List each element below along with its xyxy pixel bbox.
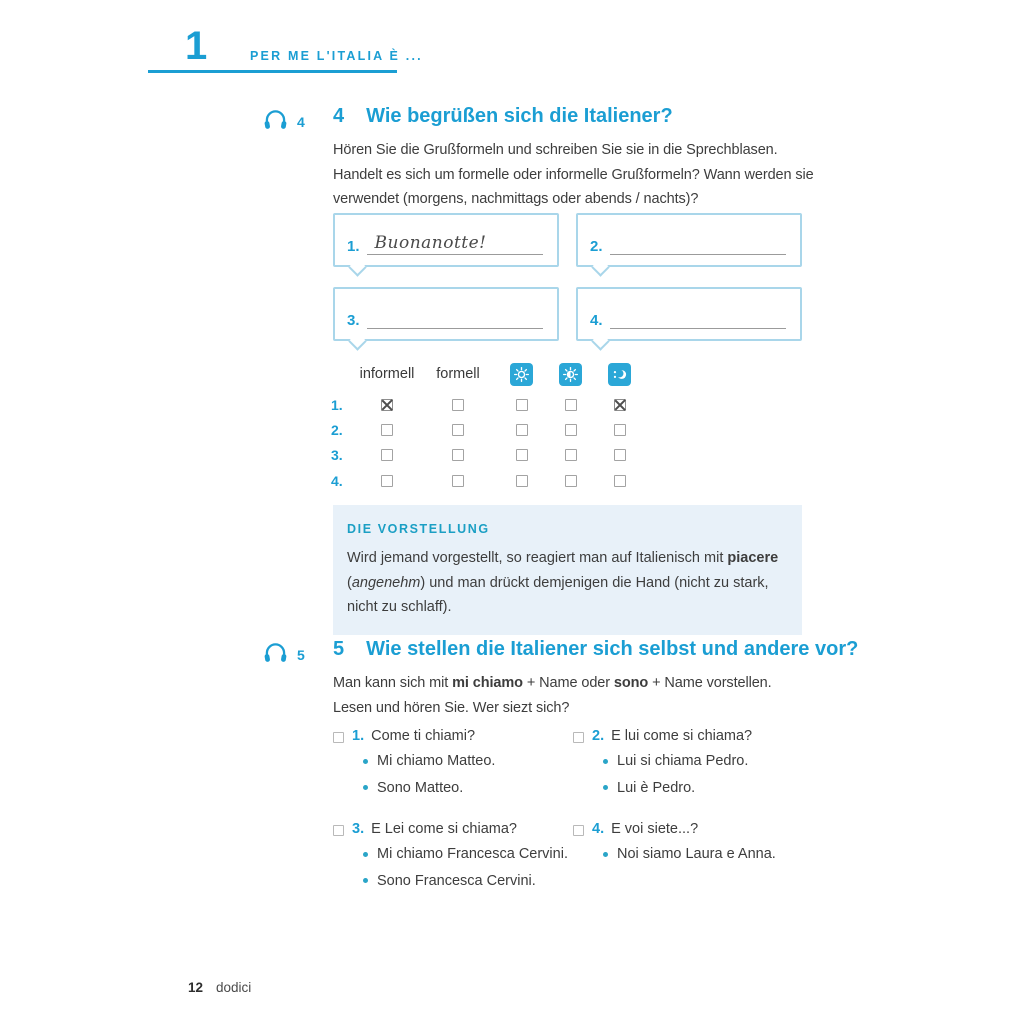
speech-bubble — [333, 213, 559, 267]
checkbox[interactable] — [614, 424, 626, 436]
dialogue-item — [573, 817, 805, 871]
dialogue-checkbox[interactable] — [573, 825, 584, 836]
checkbox[interactable] — [516, 449, 528, 461]
dialogue-answer — [363, 751, 573, 771]
info-box-text — [347, 546, 782, 620]
dialogue-question: E lui come si chiama? — [611, 728, 753, 744]
text-segment: angenehm — [351, 574, 421, 591]
speech-bubble — [576, 213, 802, 267]
dialogue-number: 4. — [592, 821, 605, 837]
bubble-write-line[interactable] — [610, 303, 786, 329]
exercise4-heading — [333, 105, 673, 128]
checkbox[interactable] — [565, 475, 577, 487]
bubble-number: 1. — [347, 238, 360, 255]
answer-text: Mi chiamo Francesca Cervini. — [377, 846, 568, 862]
answer-text: Noi siamo Laura e Anna. — [617, 846, 776, 862]
checkbox[interactable] — [516, 475, 528, 487]
answer-text: Mi chiamo Matteo. — [377, 753, 496, 769]
speech-bubble — [576, 287, 802, 341]
chapter-number: 1 — [185, 24, 208, 68]
table-row-label: 2. — [331, 421, 343, 438]
bullet-icon — [603, 852, 608, 857]
text-segment: ) und man drückt demjenigen die Hand (nicht zu stark, nicht zu schlaff). — [347, 574, 769, 615]
bullet-icon — [363, 878, 368, 883]
greeting-check-table — [331, 356, 644, 493]
checkbox[interactable] — [452, 449, 464, 461]
answer-text: Sono Francesca Cervini. — [377, 872, 536, 889]
dialogue-question: E Lei come si chiama? — [371, 821, 517, 837]
answer-text: Lui si chiama Pedro. — [617, 753, 749, 769]
dialogue-number: 2. — [592, 728, 605, 744]
text-segment: Man kann sich mit — [333, 675, 453, 691]
headphones-icon — [263, 642, 288, 668]
dialogue-checkbox[interactable] — [573, 732, 584, 743]
intro-line — [333, 696, 823, 721]
bubble-number: 4. — [590, 312, 603, 329]
bullet-icon — [603, 785, 608, 790]
dialogue-number: 1. — [352, 728, 365, 744]
dialogue-answer — [363, 778, 573, 798]
checkbox-checked[interactable] — [614, 399, 626, 411]
bubble-write-line[interactable] — [367, 303, 543, 329]
audio-track-number: 5 — [297, 647, 305, 663]
dialogue-number: 3. — [352, 821, 365, 837]
checkbox[interactable] — [516, 424, 528, 436]
checkbox[interactable] — [381, 449, 393, 461]
text-segment: + Name vorstellen. — [648, 675, 772, 691]
checkbox-checked[interactable] — [381, 399, 393, 411]
dialogue-answers — [573, 751, 805, 798]
bullet-icon — [363, 785, 368, 790]
text-segment: sono — [613, 675, 649, 691]
midday-sun-icon — [559, 363, 582, 386]
answer-text: Lui è Pedro. — [617, 779, 696, 796]
dialogue-checkbox[interactable] — [333, 825, 344, 836]
bubble-number: 2. — [590, 238, 603, 255]
checkbox[interactable] — [614, 475, 626, 487]
dialogue-answer — [603, 778, 805, 798]
exercise4-title: Wie begrüßen sich die Italiener? — [366, 105, 673, 127]
bullet-icon — [603, 759, 608, 764]
checkbox[interactable] — [381, 424, 393, 436]
text-segment: Lesen und hören Sie. Wer siezt sich? — [333, 699, 570, 716]
dialogue-item — [333, 817, 573, 897]
bubble-write-line[interactable] — [367, 229, 543, 255]
text-segment: piacere — [727, 550, 779, 566]
table-row-label: 4. — [331, 472, 343, 489]
exercise4-intro: Hören Sie die Grußformeln und schreiben Sie sie in die Sprechblasen. Handelt es sich um formelle oder informelle Grußformeln? Wann werden sie verwendet (morgens, nachmittags oder abends / nachts)? — [333, 142, 814, 207]
text-segment: Wird jemand vorgestellt, so reagiert man auf Italienisch mit — [347, 550, 728, 566]
exercise5-heading — [333, 638, 858, 661]
headphones-icon — [263, 109, 288, 135]
text-segment: mi chiamo — [452, 675, 523, 691]
text-segment: + Name oder — [522, 675, 614, 691]
dialogue-answers — [333, 844, 573, 891]
dialogue-answer — [603, 844, 805, 864]
checkbox[interactable] — [516, 399, 528, 411]
page-number: 12 — [188, 980, 204, 995]
dialogue-answer — [363, 871, 573, 891]
dialogue-checkbox[interactable] — [333, 732, 344, 743]
dialogues-grid — [333, 724, 805, 897]
chapter-title: PER ME L'ITALIA È ... — [250, 49, 423, 63]
exercise4-number: 4 — [333, 105, 345, 127]
morning-sun-icon — [510, 363, 533, 386]
table-row-label: 1. — [331, 396, 343, 413]
column-header-formell: formell — [436, 366, 480, 382]
checkbox[interactable] — [452, 475, 464, 487]
dialogue-item — [333, 724, 573, 804]
exercise5-number: 5 — [333, 638, 345, 660]
bubble-write-line[interactable] — [610, 229, 786, 255]
dialogue-answers — [573, 844, 805, 864]
text-segment: ( — [347, 574, 352, 591]
audio-track-number: 4 — [297, 114, 305, 130]
column-header-informell: informell — [359, 366, 415, 382]
chapter-rule-divider — [148, 70, 397, 73]
info-box-title: DIE VORSTELLUNG — [347, 522, 490, 536]
dialogue-item — [573, 724, 805, 804]
exercise5-intro — [333, 671, 823, 720]
table-row-label: 3. — [331, 447, 343, 464]
exercise5-title: Wie stellen die Italiener sich selbst und andere vor? — [366, 638, 859, 660]
speech-bubble — [333, 287, 559, 341]
dialogue-answer — [603, 751, 805, 771]
checkbox[interactable] — [381, 475, 393, 487]
night-moon-icon — [608, 363, 631, 386]
checkbox[interactable] — [452, 424, 464, 436]
checkbox[interactable] — [614, 449, 626, 461]
audio-marker-exercise4[interactable] — [263, 109, 305, 135]
bubble-text: Buonanotte! — [374, 233, 487, 253]
audio-marker-exercise5[interactable] — [263, 642, 305, 668]
checkbox[interactable] — [565, 424, 577, 436]
dialogue-answer — [363, 844, 573, 864]
checkbox[interactable] — [452, 399, 464, 411]
checkbox[interactable] — [565, 449, 577, 461]
bubble-number: 3. — [347, 312, 360, 329]
bullet-icon — [363, 852, 368, 857]
page-number-word: dodici — [216, 980, 252, 995]
intro-line — [333, 671, 823, 696]
dialogue-question: Come ti chiami? — [371, 728, 476, 744]
dialogue-answers — [333, 751, 573, 798]
speech-bubbles-grid — [333, 213, 802, 341]
checkbox[interactable] — [565, 399, 577, 411]
bullet-icon — [363, 759, 368, 764]
dialogue-question: E voi siete...? — [611, 821, 699, 837]
info-box-die-vorstellung — [333, 505, 802, 635]
answer-text: Sono Matteo. — [377, 779, 464, 796]
page-footer — [188, 980, 251, 995]
